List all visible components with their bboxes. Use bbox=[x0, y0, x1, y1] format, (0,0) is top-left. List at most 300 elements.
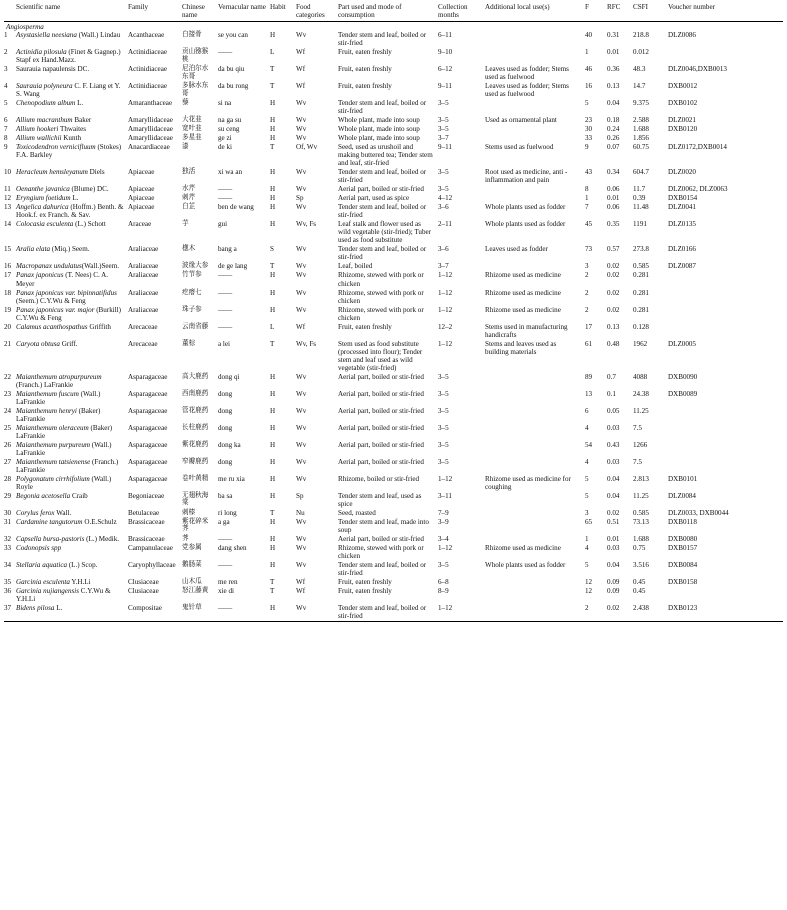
cell-months: 3–5 bbox=[438, 423, 449, 432]
cell-voucher: DXB0154 bbox=[668, 194, 698, 203]
cell-cn: 楤木 bbox=[182, 244, 196, 253]
cell-part: Whole plant, made into soup bbox=[338, 134, 420, 143]
cell-habit: T bbox=[270, 262, 275, 271]
cell-no: 8 bbox=[4, 134, 8, 143]
cell-other: Stems and leaves used as building materials bbox=[485, 339, 557, 356]
cell-part: Aerial part, boiled or stir-fried bbox=[338, 406, 424, 415]
cell-f: 5 bbox=[585, 491, 589, 500]
cell-family: Asparagaceae bbox=[128, 372, 168, 381]
cell-rfc: 0.03 bbox=[607, 543, 620, 552]
species-authority: Thwaites bbox=[58, 125, 87, 134]
cell-cn: 疙瘩七 bbox=[182, 287, 202, 296]
species-authority: (L.) Scop. bbox=[67, 561, 98, 570]
cell-habit: L bbox=[270, 322, 275, 331]
cell-rfc: 0.18 bbox=[607, 116, 620, 125]
cell-no: 22 bbox=[4, 372, 12, 381]
cell-part: Tender stem and leaf, boiled or stir-fried bbox=[338, 31, 427, 48]
cell-family: Asparagaceae bbox=[128, 457, 168, 466]
cell-habit: H bbox=[270, 440, 276, 449]
table-row bbox=[4, 48, 783, 65]
cell-months: 3–7 bbox=[438, 262, 449, 271]
cell-voucher: DXB0120 bbox=[668, 125, 698, 134]
cell-f: 30 bbox=[585, 125, 593, 134]
cell-csfi: 604.7 bbox=[633, 168, 649, 177]
column-header: Voucher number bbox=[666, 2, 783, 22]
cell-habit: H bbox=[270, 457, 276, 466]
cell-other bbox=[483, 587, 583, 604]
cell-food: Wv bbox=[296, 423, 307, 432]
cell-voucher bbox=[666, 407, 783, 424]
cell-csfi: 11.7 bbox=[633, 185, 646, 194]
cell-months: 1–12 bbox=[438, 474, 453, 483]
species-authority: (Franch.) LaFrankie bbox=[16, 457, 119, 474]
cell-f: 61 bbox=[585, 339, 593, 348]
cell-family: Asparagaceae bbox=[128, 474, 168, 483]
cell-no: 23 bbox=[4, 389, 12, 398]
cell-food: Wv bbox=[296, 305, 307, 314]
cell-no: 24 bbox=[4, 406, 12, 415]
species-authority: Griffith bbox=[87, 322, 111, 331]
column-header: Scientific name bbox=[14, 2, 126, 22]
table-row bbox=[4, 168, 783, 185]
cell-food: Wv bbox=[296, 271, 307, 280]
cell-cn: 西南鹿药 bbox=[182, 388, 209, 397]
cell-rfc: 0.02 bbox=[607, 305, 620, 314]
cell-part: Tender stem and leaf, boiled or stir-fried bbox=[338, 245, 427, 262]
cell-family: Asparagaceae bbox=[128, 423, 168, 432]
species-name: Polygonatum cirrhifolium bbox=[16, 474, 90, 483]
cell-part: Whole plant, made into soup bbox=[338, 116, 420, 125]
cell-other bbox=[483, 262, 583, 271]
cell-rfc: 0.02 bbox=[607, 271, 620, 280]
species-name: Saurauia polyneura bbox=[16, 82, 73, 91]
cell-family: Amaranthaceae bbox=[128, 99, 173, 108]
cell-scientific-name bbox=[14, 262, 126, 271]
species-authority: L. bbox=[75, 99, 84, 108]
cell-cn: 紫花鹿药 bbox=[182, 439, 209, 448]
species-authority: Diels bbox=[87, 168, 105, 177]
species-name: Macropanax undulatus bbox=[16, 262, 82, 271]
cell-vern: de ki bbox=[218, 143, 232, 152]
cell-other: Whole plants used as fodder bbox=[485, 220, 566, 229]
cell-months: 3–5 bbox=[438, 440, 449, 449]
species-authority: (Finet & Gagnep.) Stapf ex Hand.Mazz. bbox=[16, 48, 121, 65]
cell-f: 4 bbox=[585, 457, 589, 466]
cell-part: Stem used as food substitute (processed into flour); Tender stem and leaf used as wild vegetable (stir-fried) bbox=[338, 339, 423, 372]
species-name: Maianthemum purpureum bbox=[16, 440, 91, 449]
cell-part: Aerial part, boiled or stir-fried bbox=[338, 457, 424, 466]
cell-months: 1–12 bbox=[438, 305, 453, 314]
cell-part: Leaf, boiled bbox=[338, 262, 373, 271]
species-name: Maianthemum fuscum bbox=[16, 389, 79, 398]
cell-rfc: 0.03 bbox=[607, 457, 620, 466]
cell-f: 13 bbox=[585, 389, 593, 398]
species-authority: (Seem.) C.Y.Wu & Feng bbox=[16, 296, 86, 305]
cell-food: Wv bbox=[296, 125, 307, 134]
cell-rfc: 0.01 bbox=[607, 48, 620, 57]
cell-food: Sp bbox=[296, 491, 304, 500]
cell-scientific-name bbox=[14, 390, 126, 407]
species-name: Maianthemum henryi bbox=[16, 406, 77, 415]
cell-habit: H bbox=[270, 305, 276, 314]
cell-scientific-name bbox=[14, 604, 126, 622]
cell-vern: dong bbox=[218, 423, 233, 432]
table-row bbox=[4, 31, 783, 48]
cell-f: 2 bbox=[583, 604, 605, 622]
cell-voucher: DLZ0062, DLZ0063 bbox=[668, 185, 728, 194]
cell-cn: 窄瓣鹿药 bbox=[182, 456, 209, 465]
cell-other bbox=[483, 194, 583, 203]
cell-cn: 云南省藤 bbox=[182, 321, 209, 330]
table-row bbox=[4, 289, 783, 306]
table-row bbox=[4, 271, 783, 288]
cell-scientific-name bbox=[14, 578, 126, 587]
cell-csfi: 1.856 bbox=[633, 134, 649, 143]
cell-family: Brassicaceae bbox=[128, 517, 165, 526]
cell-food: Wv, Fs bbox=[296, 339, 317, 348]
cell-food: Wv bbox=[296, 288, 307, 297]
species-name: Actinidia pilosula bbox=[16, 48, 67, 57]
cell-cn: 刺榛 bbox=[182, 507, 196, 516]
cell-csfi: 60.75 bbox=[633, 143, 649, 152]
cell-other bbox=[483, 578, 583, 587]
cell-family: Araliaceae bbox=[128, 305, 159, 314]
cell-no: 28 bbox=[4, 474, 12, 483]
cell-months: 3–5 bbox=[438, 372, 449, 381]
cell-other bbox=[483, 390, 583, 407]
cell-no: 29 bbox=[4, 491, 12, 500]
cell-no: 1 bbox=[4, 31, 8, 40]
cell-scientific-name bbox=[14, 424, 126, 441]
cell-csfi: 11.48 bbox=[633, 203, 649, 212]
cell-rfc: 0.26 bbox=[607, 134, 620, 143]
cell-other: Whole plants used as fodder bbox=[485, 203, 566, 212]
cell-f: 4 bbox=[585, 543, 589, 552]
cell-rfc: 0.06 bbox=[607, 185, 620, 194]
cell-habit: H bbox=[270, 203, 276, 212]
cell-other bbox=[483, 518, 583, 535]
species-name: Caryota obtusa bbox=[16, 339, 60, 348]
cell-f: 33 bbox=[585, 134, 593, 143]
cell-vern: se you can bbox=[218, 31, 248, 40]
cell-csfi: 7.5 bbox=[633, 423, 642, 432]
cell-scientific-name bbox=[14, 544, 126, 561]
cell-voucher: DXB0089 bbox=[668, 389, 698, 398]
cell-months: 2–11 bbox=[438, 220, 452, 229]
cell-f: 46 bbox=[585, 65, 593, 74]
cell-f: 43 bbox=[585, 168, 593, 177]
column-header: Food categories bbox=[294, 2, 336, 22]
cell-habit: H bbox=[270, 99, 276, 108]
cell-rfc: 0.02 bbox=[607, 508, 620, 517]
table-row bbox=[4, 65, 783, 82]
cell-habit: H bbox=[270, 406, 276, 415]
cell-family: Asparagaceae bbox=[128, 440, 168, 449]
cell-voucher bbox=[666, 48, 783, 65]
cell-cn: 尼泊尔水东哥 bbox=[182, 64, 209, 80]
cell-other bbox=[483, 604, 583, 622]
cell-family: Amaryllidaceae bbox=[128, 116, 173, 125]
cell-family: Arecaceae bbox=[128, 339, 158, 348]
cell-part: Aerial part, used as spice bbox=[338, 194, 410, 203]
cell-csfi: 1962 bbox=[633, 339, 648, 348]
cell-no: 27 bbox=[4, 457, 12, 466]
cell-rfc: 0.31 bbox=[607, 31, 620, 40]
section-label: Angiosperma bbox=[6, 23, 44, 32]
cell-voucher: DXB0101 bbox=[668, 474, 698, 483]
cell-voucher: DLZ0086 bbox=[668, 31, 696, 40]
species-authority: (Burkill) C.Y.Wu & Feng bbox=[16, 305, 122, 322]
cell-csfi: 73.13 bbox=[633, 517, 649, 526]
cell-other bbox=[483, 509, 583, 518]
species-authority: C. F. Liang et Y. S. Wang bbox=[16, 82, 121, 99]
cell-no: 17 bbox=[4, 271, 12, 280]
cell-vern: si na bbox=[218, 99, 232, 108]
cell-f: 65 bbox=[585, 517, 593, 526]
cell-scientific-name bbox=[14, 134, 126, 143]
column-header: Vernacular name bbox=[216, 2, 268, 22]
cell-cn: 波缘大参 bbox=[182, 261, 209, 270]
cell-voucher: DXB0080 bbox=[668, 534, 698, 543]
cell-vern: dong ka bbox=[218, 440, 241, 449]
cell-scientific-name bbox=[14, 407, 126, 424]
cell-f: 5 bbox=[585, 561, 589, 570]
cell-habit: H bbox=[270, 423, 276, 432]
cell-cn: 多星韭 bbox=[182, 133, 202, 142]
species-name: Corylus ferox bbox=[16, 508, 55, 517]
table-row bbox=[4, 143, 783, 168]
cell-cn: 高大鹿药 bbox=[182, 371, 209, 380]
cell-months: 3–11 bbox=[438, 491, 452, 500]
cell-cn: 党参属 bbox=[182, 542, 202, 551]
cell-vern: gui bbox=[218, 220, 228, 229]
cell-cn: 芋 bbox=[182, 219, 189, 228]
cell-rfc: 0.13 bbox=[607, 322, 620, 331]
cell-f: 5 bbox=[585, 99, 589, 108]
cell-voucher bbox=[666, 424, 783, 441]
cell-family: Campanulaceae bbox=[128, 543, 173, 552]
cell-scientific-name bbox=[14, 245, 126, 262]
cell-csfi: 273.8 bbox=[633, 245, 649, 254]
cell-months: 6–8 bbox=[438, 578, 449, 587]
cell-f: 12 bbox=[585, 578, 593, 587]
cell-vern: de ge lang bbox=[218, 262, 248, 271]
table-row bbox=[4, 518, 783, 535]
cell-habit: H bbox=[270, 389, 276, 398]
species-authority: (L.) Medik. bbox=[84, 534, 120, 543]
cell-food: Wv, Fs bbox=[296, 220, 317, 229]
cell-f: 1 bbox=[585, 534, 589, 543]
species-name: Bidens pilosa bbox=[16, 604, 55, 613]
cell-food: Wv bbox=[296, 185, 307, 194]
cell-vern: da bu qiu bbox=[218, 65, 245, 74]
table-row bbox=[4, 185, 783, 194]
table-row bbox=[4, 424, 783, 441]
species-authority: (Franch.) LaFrankie bbox=[16, 380, 74, 389]
cell-family: Araliaceae bbox=[128, 288, 159, 297]
cell-no: 21 bbox=[4, 339, 12, 348]
cell-family: Compositae bbox=[126, 604, 180, 622]
cell-vern: ben de wang bbox=[218, 203, 254, 212]
cell-f: 40 bbox=[585, 31, 593, 40]
cell-rfc: 0.02 bbox=[607, 262, 620, 271]
cell-voucher bbox=[666, 441, 783, 458]
cell-voucher: DXB0102 bbox=[668, 99, 698, 108]
cell-scientific-name bbox=[14, 323, 126, 340]
cell-no: 9 bbox=[4, 143, 8, 152]
cell-vern: dang shen bbox=[218, 543, 247, 552]
cell-months: 1–12 bbox=[438, 339, 453, 348]
cell-months: 3–5 bbox=[438, 389, 449, 398]
header-cell-index bbox=[4, 2, 14, 22]
cell-cn: 贡山猕猴桃 bbox=[182, 47, 209, 63]
cell-no: 19 bbox=[4, 305, 12, 314]
cell-voucher: DLZ0021 bbox=[668, 116, 696, 125]
cell-scientific-name bbox=[14, 168, 126, 185]
cell-scientific-name bbox=[14, 82, 126, 99]
cell-family: Amaryllidaceae bbox=[128, 134, 173, 143]
cell-no: 7 bbox=[4, 125, 8, 134]
cell-csfi: 1266 bbox=[633, 440, 648, 449]
species-authority: (Wall.) Lindau bbox=[76, 31, 121, 40]
cell-months: 6–12 bbox=[438, 65, 453, 74]
cell-cn: 紫花碎米荠 bbox=[182, 516, 209, 533]
cell-months: 3–6 bbox=[438, 203, 449, 212]
cell-months: 1–12 bbox=[438, 271, 453, 280]
cell-voucher: DXB0118 bbox=[668, 517, 697, 526]
cell-part: Rhizome, stewed with pork or chicken bbox=[338, 543, 424, 560]
species-name: Panax japonicus var. major bbox=[16, 305, 95, 314]
cell-other: Rhizome used as medicine bbox=[485, 288, 561, 297]
cell-habit: L bbox=[270, 48, 275, 57]
cell-food: Wv bbox=[296, 203, 307, 212]
table-row bbox=[4, 82, 783, 99]
species-name: Garcinia esculenta bbox=[16, 578, 70, 587]
cell-months: 3–5 bbox=[438, 457, 449, 466]
cell-cn: 宽叶韭 bbox=[182, 124, 202, 133]
cell-f: 2 bbox=[585, 288, 589, 297]
cell-vern: a ga bbox=[218, 517, 230, 526]
cell-vern: —— bbox=[218, 305, 233, 314]
cell-food: Wf bbox=[296, 48, 306, 57]
cell-vern: su ceng bbox=[218, 125, 240, 134]
cell-f: 17 bbox=[585, 322, 593, 331]
cell-rfc: 0.09 bbox=[607, 578, 620, 587]
cell-rfc: 0.24 bbox=[607, 125, 620, 134]
cell-scientific-name bbox=[14, 203, 126, 220]
cell-family: Apiaceae bbox=[128, 185, 155, 194]
cell-vern: da bu rong bbox=[218, 82, 249, 91]
table-row bbox=[4, 340, 783, 373]
cell-part: Aerial part, boiled or stir-fried bbox=[338, 185, 424, 194]
cell-habit: T bbox=[270, 508, 275, 517]
cell-voucher: DLZ0041 bbox=[668, 203, 696, 212]
species-name: Asystasiella neesiana bbox=[16, 31, 77, 40]
species-name: Calamus acanthospathus bbox=[16, 322, 88, 331]
cell-scientific-name bbox=[14, 289, 126, 306]
cell-cn: 荠 bbox=[182, 533, 189, 542]
cell-part: Leaf stalk and flower used as wild vegetable (stir-fried); Tuber used as food substitute bbox=[338, 220, 432, 245]
species-name: Allium wallichii bbox=[16, 134, 62, 143]
cell-scientific-name bbox=[14, 65, 126, 82]
cell-f: 3 bbox=[585, 262, 589, 271]
cell-vern: dong bbox=[218, 457, 233, 466]
species-authority: Wall. bbox=[54, 508, 72, 517]
cell-cn: 董棕 bbox=[182, 338, 196, 347]
cell-scientific-name bbox=[14, 458, 126, 475]
cell-rfc: 0.03 bbox=[607, 423, 620, 432]
species-authority: (Baker) LaFrankie bbox=[16, 423, 113, 440]
cell-months: 9–11 bbox=[438, 82, 452, 91]
cell-cn: 漆 bbox=[182, 142, 189, 151]
cell-other: Leaves used as fodder bbox=[485, 245, 548, 254]
cell-voucher: DXB0084 bbox=[668, 561, 698, 570]
cell-cn: 鹅肠菜 bbox=[182, 560, 202, 569]
cell-habit: H bbox=[270, 31, 276, 40]
cell-scientific-name bbox=[14, 518, 126, 535]
cell-cn: 山木瓜 bbox=[182, 577, 202, 586]
cell-csfi: 0.45 bbox=[633, 578, 646, 587]
cell-voucher bbox=[666, 587, 783, 604]
cell-scientific-name bbox=[14, 535, 126, 544]
cell-csfi: 11.25 bbox=[633, 406, 649, 415]
cell-part: Fruit, eaten freshly bbox=[338, 322, 392, 331]
cell-food: Of, Wv bbox=[296, 143, 318, 152]
cell-f: 8 bbox=[585, 185, 589, 194]
cell-food: Wv bbox=[296, 99, 307, 108]
cell-no: 2 bbox=[4, 48, 8, 57]
cell-habit: H bbox=[270, 474, 276, 483]
cell-cn: 竹节参 bbox=[182, 270, 202, 279]
cell-habit: H bbox=[270, 185, 276, 194]
cell-part: Aerial part, boiled or stir-fried bbox=[338, 423, 424, 432]
cell-cn: 大花韭 bbox=[182, 115, 202, 124]
table-row bbox=[4, 509, 783, 518]
cell-csfi: 0.585 bbox=[633, 262, 649, 271]
cell-months: 9–11 bbox=[438, 143, 452, 152]
cell-months: 3–5 bbox=[438, 99, 449, 108]
cell-family: Araliaceae bbox=[128, 245, 159, 254]
cell-scientific-name bbox=[14, 31, 126, 48]
cell-voucher: DXB0090 bbox=[668, 372, 698, 381]
cell-scientific-name bbox=[14, 185, 126, 194]
cell-no: 32 bbox=[4, 534, 12, 543]
table-row bbox=[4, 116, 783, 125]
cell-other bbox=[483, 125, 583, 134]
table-row bbox=[4, 561, 783, 578]
table-row bbox=[4, 245, 783, 262]
cell-csfi: 0.281 bbox=[633, 305, 649, 314]
cell-other bbox=[483, 185, 583, 194]
column-header: Chinese name bbox=[180, 2, 216, 22]
cell-cn: 卷叶黄精 bbox=[182, 473, 209, 482]
cell-vern: dong bbox=[218, 389, 233, 398]
table-row bbox=[4, 535, 783, 544]
cell-rfc: 0.09 bbox=[607, 587, 620, 596]
cell-scientific-name bbox=[14, 475, 126, 492]
table-row bbox=[4, 194, 783, 203]
cell-food: Wv bbox=[296, 406, 307, 415]
cell-vern: —— bbox=[216, 604, 268, 622]
species-authority: (Hoffm.) Benth. & Hook.f. ex Franch. & Sav. bbox=[16, 203, 124, 220]
cell-cn: 长柱鹿药 bbox=[182, 422, 209, 431]
table-row bbox=[4, 220, 783, 245]
cell-family: Caryophyllaceae bbox=[128, 561, 176, 570]
cell-part: Rhizome, stewed with pork or chicken bbox=[338, 305, 424, 322]
cell-habit: H bbox=[270, 561, 276, 570]
cell-food: Wv bbox=[296, 389, 307, 398]
cell-other bbox=[483, 535, 583, 544]
